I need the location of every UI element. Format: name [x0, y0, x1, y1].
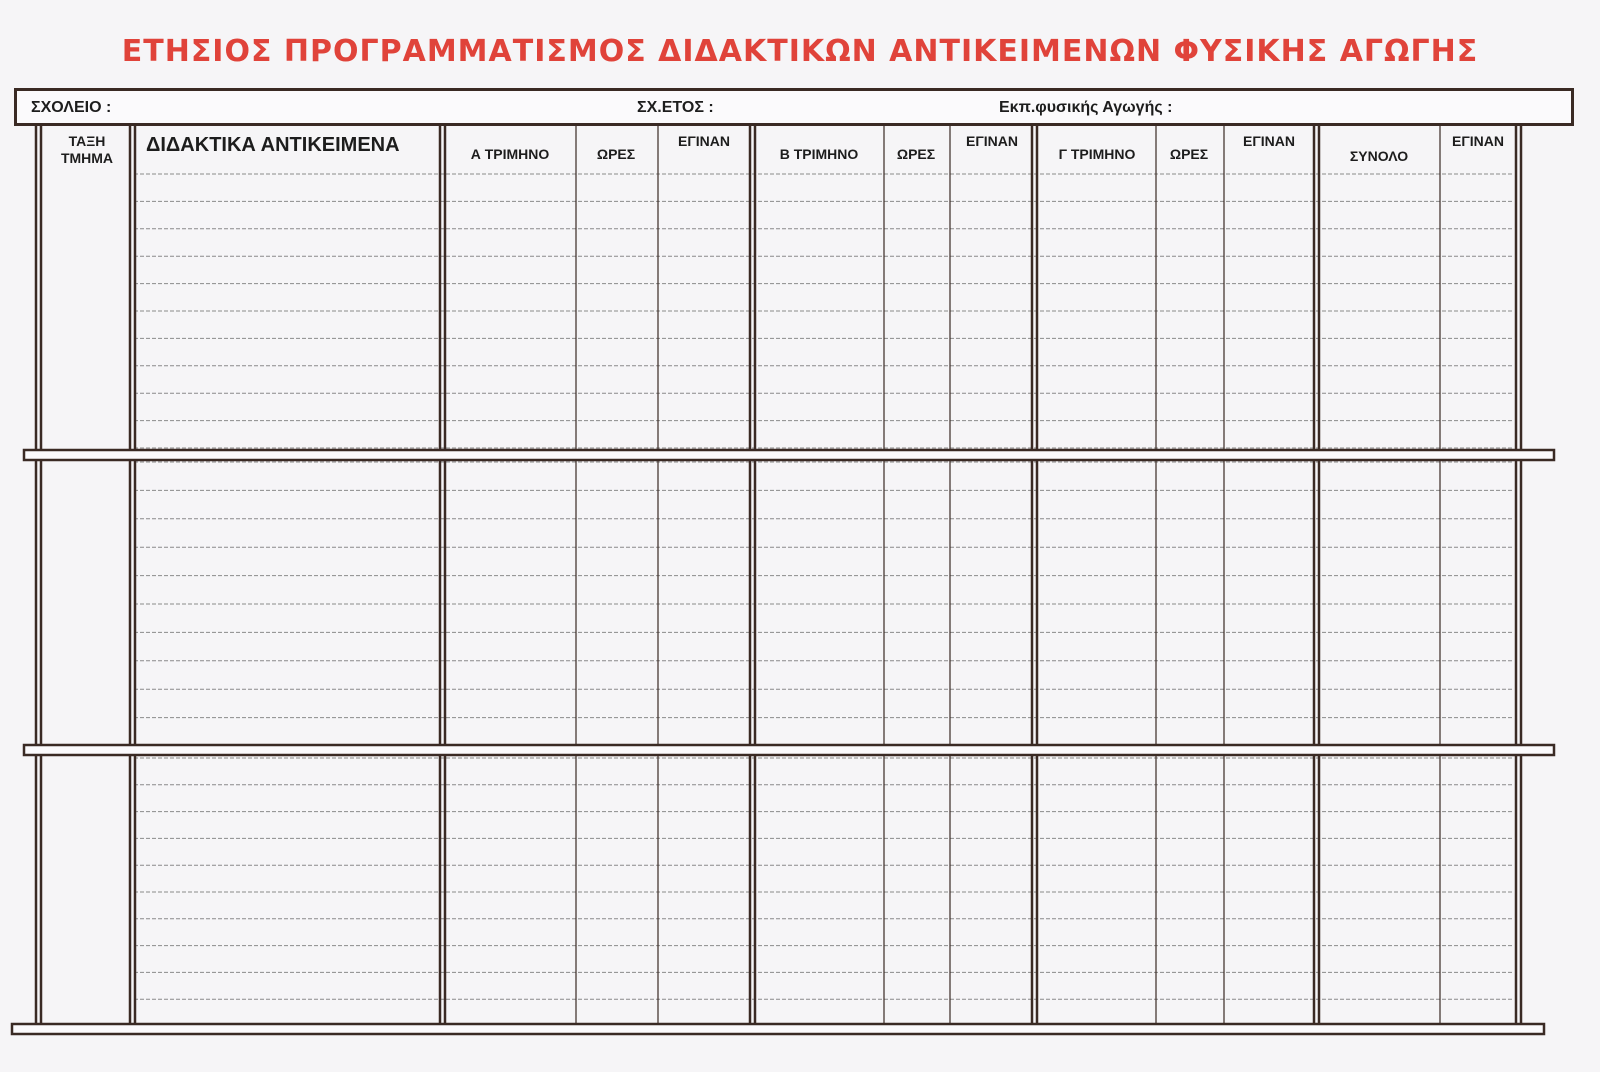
total-header: ΣΥΝΟΛΟ — [1349, 148, 1409, 164]
subjects-header: ΔΙΔΑΚΤΙΚΑ ΑΝΤΙΚΕΙΜΕΝΑ — [146, 134, 400, 156]
done-a-header: ΕΓΙΝΑΝ — [678, 133, 730, 149]
section-bar — [12, 1024, 1544, 1034]
school-year-label: ΣΧ.ΕΤΟΣ : — [637, 99, 714, 116]
hours-b-header: ΩΡΕΣ — [896, 146, 936, 162]
term-a-header: Α ΤΡΙΜΗΝΟ — [470, 146, 550, 162]
class-header-line2: ΤΜΗΜΑ — [60, 150, 114, 166]
term-b-header: Β ΤΡΙΜΗΝΟ — [779, 146, 859, 162]
page-title: ΕΤΗΣΙΟΣ ΠΡΟΓΡΑΜΜΑΤΙΣΜΟΣ ΔΙΔΑΚΤΙΚΩΝ ΑΝΤΙΚΕΙΜΕΝΩΝ ΦΥΣΙΚΗΣ ΑΓΩΓΗΣ — [121, 34, 1479, 69]
done-b-header: ΕΓΙΝΑΝ — [966, 133, 1018, 149]
teacher-label: Εκπ.φυσικής Αγωγής : — [999, 99, 1173, 116]
hours-c-header: ΩΡΕΣ — [1169, 146, 1209, 162]
done-c-header: ΕΓΙΝΑΝ — [1243, 133, 1295, 149]
section-bar — [24, 745, 1554, 755]
section-bar — [24, 450, 1554, 460]
class-header-line1: ΤΑΞΗ — [68, 133, 106, 149]
term-c-header: Γ ΤΡΙΜΗΝΟ — [1058, 146, 1136, 162]
school-label: ΣΧΟΛΕΙΟ : — [31, 99, 112, 116]
class-header — [42, 133, 132, 167]
hours-a-header: ΩΡΕΣ — [596, 146, 636, 162]
done-total-header: ΕΓΙΝΑΝ — [1452, 133, 1504, 149]
